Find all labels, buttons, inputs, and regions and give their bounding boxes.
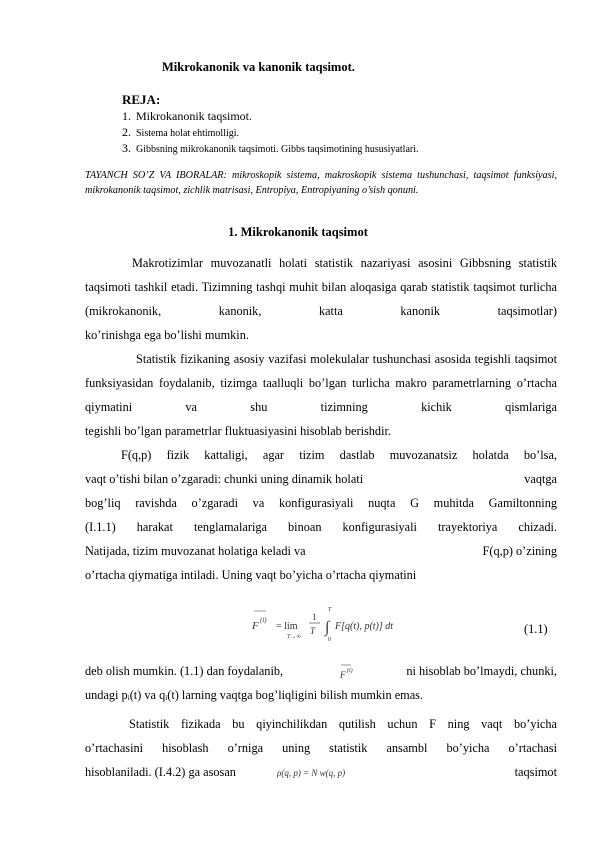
plan-item-text: Sistema holat ehtimolligi. xyxy=(136,128,240,139)
svg-text:(t): (t) xyxy=(260,616,267,624)
equation-number: (1.1) xyxy=(524,622,548,636)
paragraph-5-line-2: o’rtachasini hisoblash o’rniga uning statistik ansambl bo’yicha o’rtachasi xyxy=(85,741,557,755)
paragraph-4-line-2: undagi pᵢ(t) va qᵢ(t) larning vaqtga bog’liqligini bilish mumkin emas. xyxy=(85,688,424,702)
svg-text:T→∞: T→∞ xyxy=(287,634,301,640)
svg-text:∫: ∫ xyxy=(325,619,330,636)
plan-item-number: 2. xyxy=(122,125,131,139)
inline-formula-ft xyxy=(335,661,359,681)
plan-heading: REJA: xyxy=(122,92,161,107)
paragraph-5-line-3 xyxy=(85,760,557,784)
svg-text:= lim: = lim xyxy=(276,621,298,632)
paragraph-1: Makrotizimlar muvozanatli holati statistik nazariyasi asosini Gibbsning statistik taqsimoti tashkil etadi. Tizimning tashqi muhit bilan aloqasiga qarab statistik taqsimot turlicha (mikrokanonik, kanonik, katta kanonik taqsimotlar) xyxy=(85,256,557,318)
svg-text:1: 1 xyxy=(312,612,317,622)
paragraph-2: Statistik fizikaning asosiy vazifasi molekulalar tushunchasi asosida tegishli taqsimot funksiyasidan foydalanib, tizimga taalluqli bo’lgan turlicha makro parametrlarning o’rtacha qiymatini va shu tizimning kichik qismlariga xyxy=(85,352,557,414)
svg-text:F: F xyxy=(252,620,259,632)
page-title: Mikrokanonik va kanonik taqsimot. xyxy=(162,60,355,74)
paragraph-3-line-6: o’rtacha qiymatiga intiladi. Uning vaqt bo’yicha o’rtacha qiymatini xyxy=(85,568,417,582)
inline-formula-rho xyxy=(275,763,385,781)
svg-text:T: T xyxy=(328,607,332,613)
paragraph-3-line-5 xyxy=(85,539,557,563)
svg-text:F[q(t), p(t)] dt: F[q(t), p(t)] dt xyxy=(335,621,394,632)
svg-text:F: F xyxy=(340,670,346,680)
paragraph-3-line-4: (I.1.1) harakat tenglamalariga binoan konfigurasiyali trayektoriya chizadi. xyxy=(85,520,557,534)
text-segment: deb olish mumkin. (1.1) dan foydalanib, xyxy=(85,664,284,678)
formula-1-1 xyxy=(238,598,438,646)
text-segment: Natijada, tizim muvozanat holatiga keladi va xyxy=(85,544,306,558)
svg-text:(t): (t) xyxy=(347,668,353,674)
svg-text:ρ(q, p) = N w(q, p): ρ(q, p) = N w(q, p) xyxy=(277,768,346,778)
svg-text:0: 0 xyxy=(328,637,331,643)
text-segment: taqsimot xyxy=(514,765,557,779)
paragraph-3-line-3: bog’liq ravishda o’zgaradi va konfigurasiyali nuqta G muhitda Gamiltonning xyxy=(85,496,557,510)
paragraph-1-last-line: ko’rinishga ega bo’lishi mumkin. xyxy=(85,328,249,342)
text-segment: vaqt o’tishi bilan o’zgaradi: chunki uning dinamik holati xyxy=(85,472,364,486)
paragraph-5-line-1: Statistik fizikada bu qiyinchilikdan qutilish uchun F ning vaqt bo’yicha xyxy=(129,717,557,731)
plan-item-1 xyxy=(122,109,252,124)
plan-item-number: 3. xyxy=(122,141,131,155)
plan-item-2 xyxy=(122,125,239,140)
plan-item-3 xyxy=(122,141,419,156)
plan-item-text: Gibbsning mikrokanonik taqsimoti. Gibbs taqsimotining hususiyatlari. xyxy=(136,144,419,155)
plan-item-number: 1. xyxy=(122,109,131,123)
text-segment: hisoblaniladi. (I.4.2) ga asosan xyxy=(85,765,236,779)
keywords-paragraph: TAYANCH SO’Z VA IBORALAR: mikroskopik sistema, makroskopik sistema tushunchasi, taqsimot funksiyasi, mikrokanonik taqsimot, zichlik matrisasi, Entropiya, Entropiyaning o’sish qonuni. xyxy=(85,170,557,196)
paragraph-3-line-2 xyxy=(85,467,557,491)
section-title: 1. Mikrokanonik taqsimot xyxy=(228,225,368,239)
text-segment: vaqtga xyxy=(524,472,557,486)
plan-item-text: Mikrokanonik taqsimot. xyxy=(136,109,252,123)
paragraph-2-last-line: tegishli bo’lgan parametrlar fluktuasiyasini hisoblab berishdir. xyxy=(85,424,391,438)
paragraph-4-line-1 xyxy=(85,659,557,683)
paragraph-3-line-1: F(q,p) fizik kattaligi, agar tizim dastlab muvozanatsiz holatda bo’lsa, xyxy=(121,448,557,462)
text-segment: F(q,p) o’zining xyxy=(482,544,557,558)
svg-text:T: T xyxy=(310,626,316,636)
text-segment: ni hisoblab bo’lmaydi, chunki, xyxy=(406,664,557,678)
